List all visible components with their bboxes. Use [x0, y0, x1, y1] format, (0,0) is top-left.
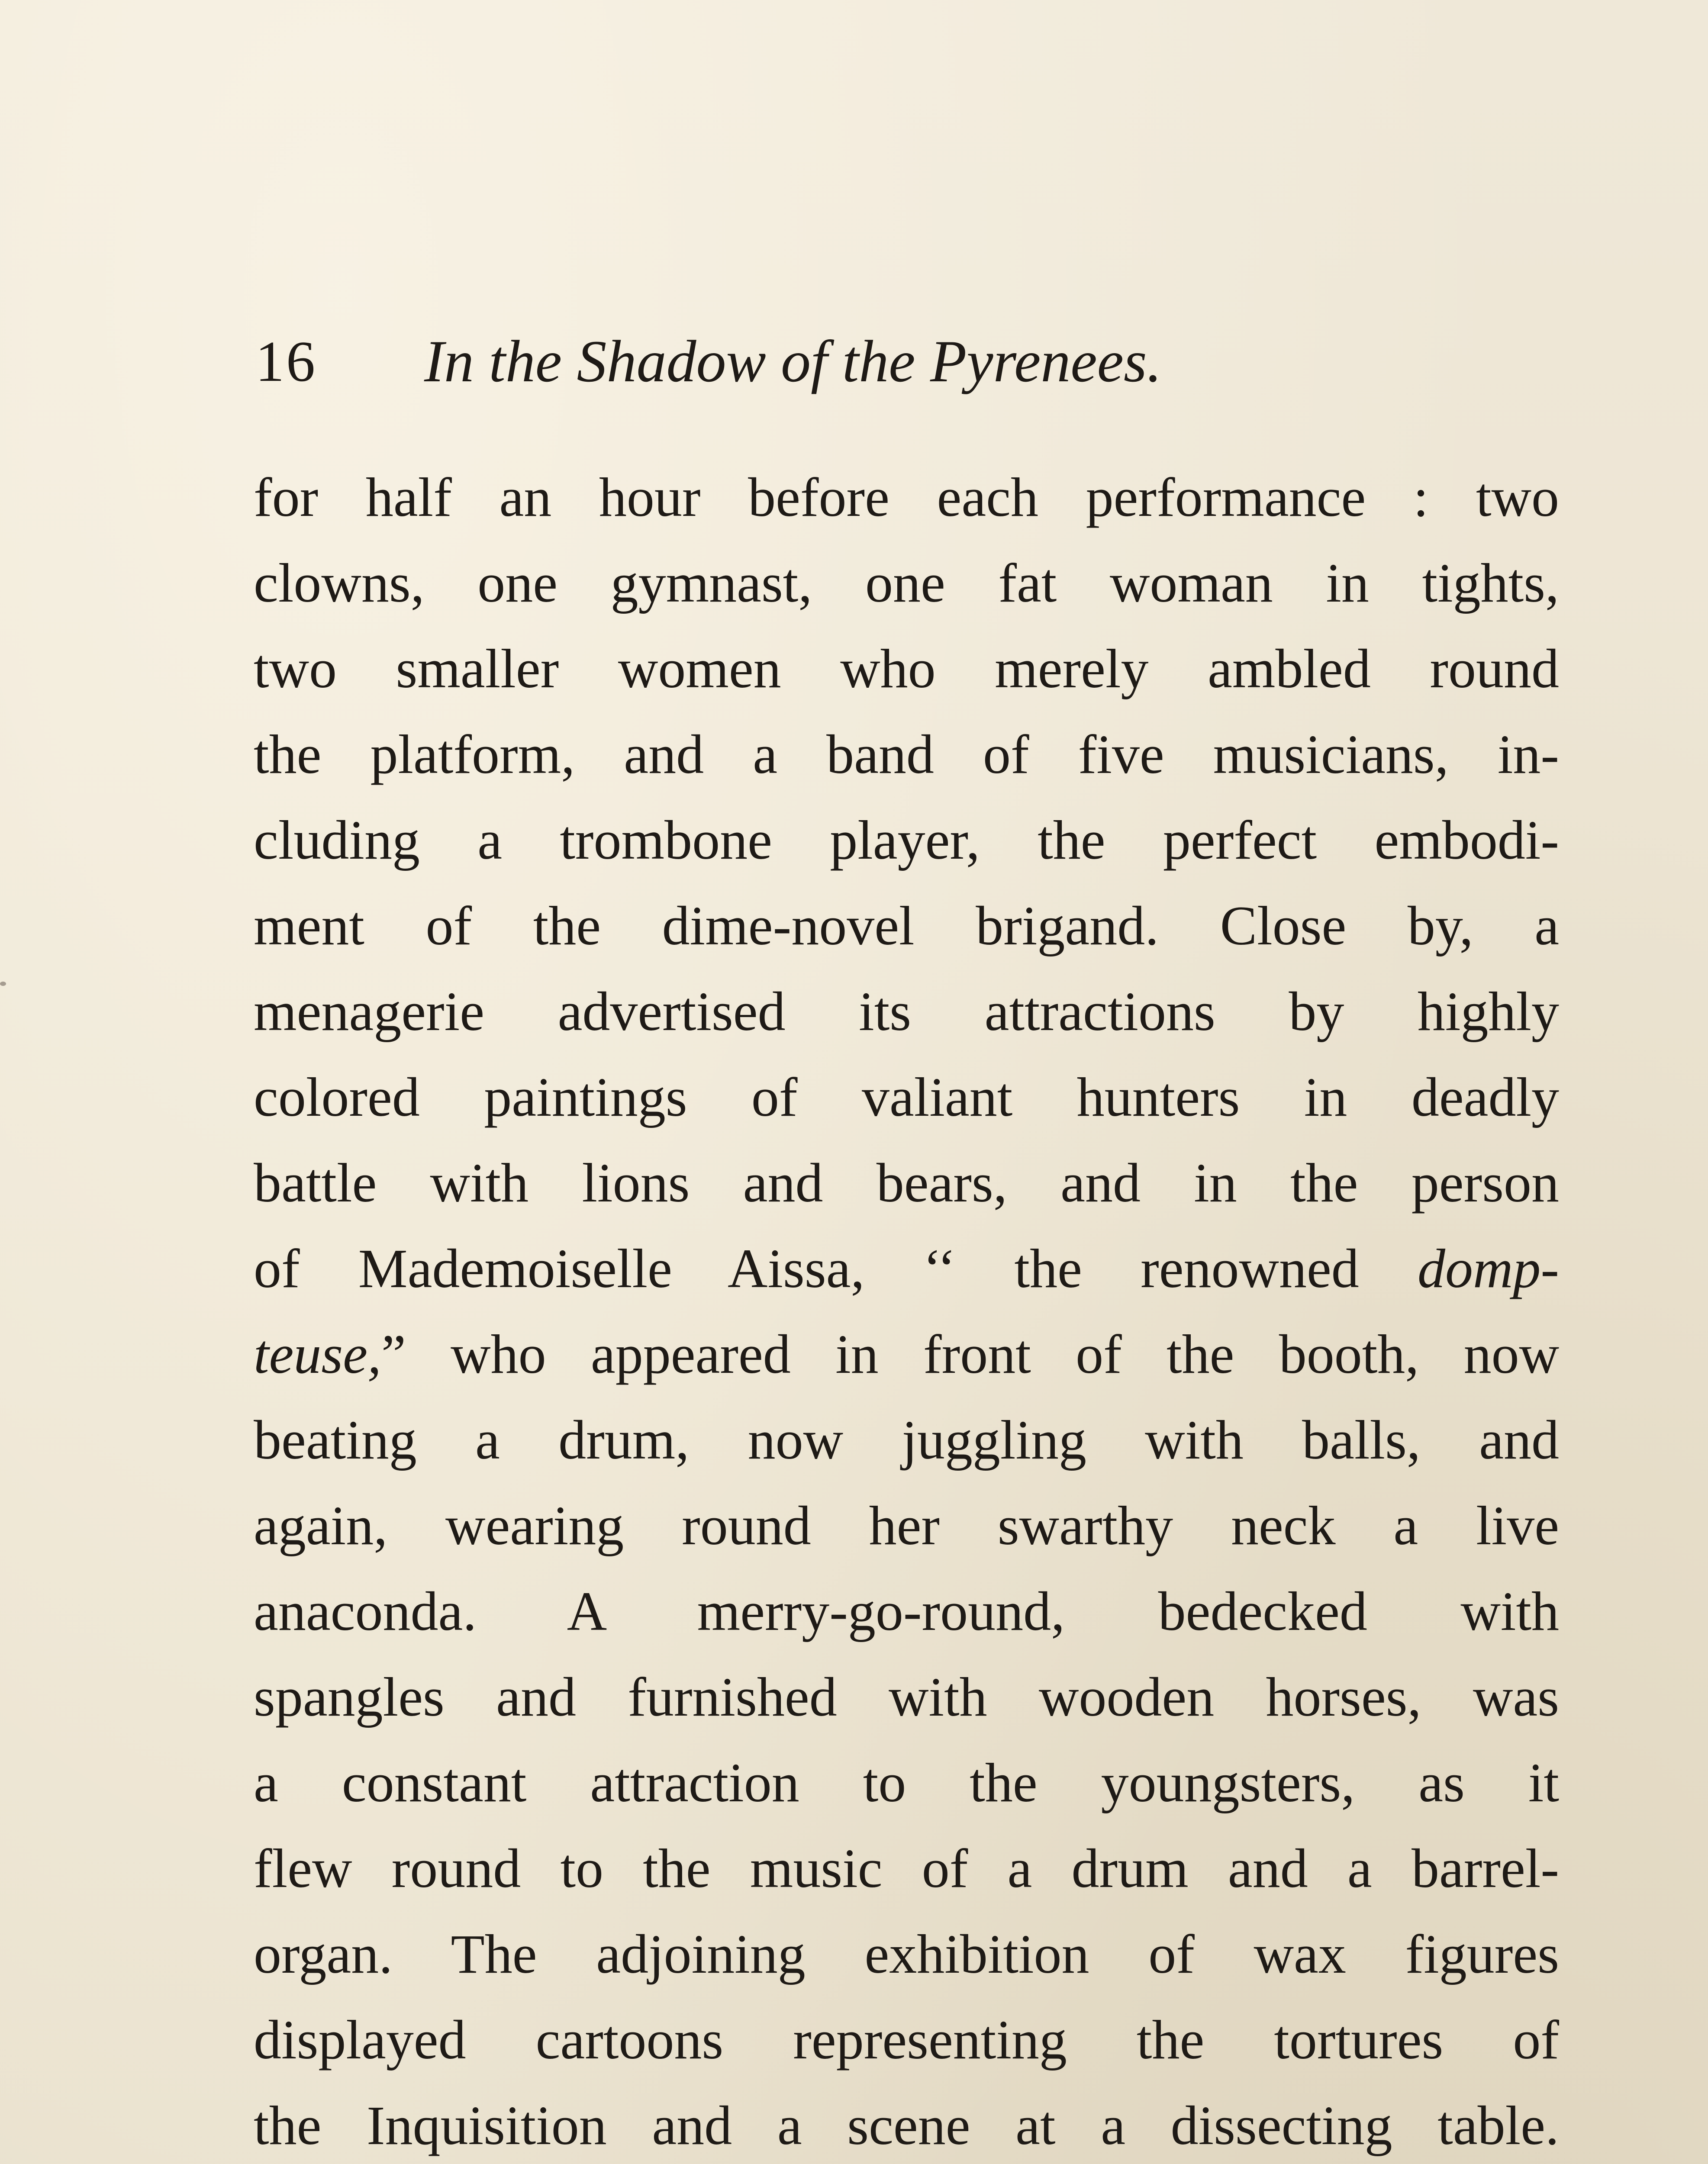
text-line: anaconda. A merry-go-round, bedecked with — [254, 1581, 1559, 1642]
text-line: colored paintings of valiant hunters in deadly — [254, 1066, 1559, 1128]
text-line: organ. The adjoining exhibition of wax figures — [254, 1923, 1559, 1985]
text-line: spangles and furnished with wooden horses, was — [254, 1666, 1559, 1728]
text-line: displayed cartoons representing the tortures of — [254, 2009, 1559, 2071]
text-line: menagerie advertised its attractions by highly — [254, 981, 1559, 1042]
text-line: beating a drum, now juggling with balls, and — [254, 1409, 1559, 1471]
text-line: a constant attraction to the youngsters, as it — [254, 1752, 1559, 1813]
text-line: the Inquisition and a scene at a dissecting table. — [254, 2095, 1559, 2156]
text-line: for half an hour before each performance : two — [254, 467, 1559, 528]
paper-speck — [0, 982, 6, 986]
page-number: 16 — [255, 329, 317, 393]
body-text — [254, 454, 1559, 2164]
text-line: cluding a trombone player, the perfect embodi- — [254, 809, 1559, 871]
text-line: two smaller women who merely ambled round — [254, 638, 1559, 699]
text-line: clowns, one gymnast, one fat woman in tights, — [254, 552, 1559, 614]
text-line: of Mademoiselle Aissa, ‘‘ the renowned domp- — [254, 1238, 1559, 1299]
italic-word: domp- — [1417, 1238, 1559, 1299]
book-title: In the Shadow of the Pyrenees. — [424, 328, 1162, 394]
text-line: teuse,” who appeared in front of the booth, now — [254, 1324, 1559, 1385]
text-line: again, wearing round her swarthy neck a live — [254, 1495, 1559, 1556]
italic-word: teuse, — [254, 1324, 381, 1385]
text-line: the platform, and a band of five musicians, in- — [254, 724, 1559, 785]
running-head — [255, 320, 1558, 403]
text-line: flew round to the music of a drum and a barrel- — [254, 1838, 1559, 1899]
text-line: ment of the dime-novel brigand. Close by, a — [254, 895, 1559, 956]
text-line: battle with lions and bears, and in the person — [254, 1152, 1559, 1214]
